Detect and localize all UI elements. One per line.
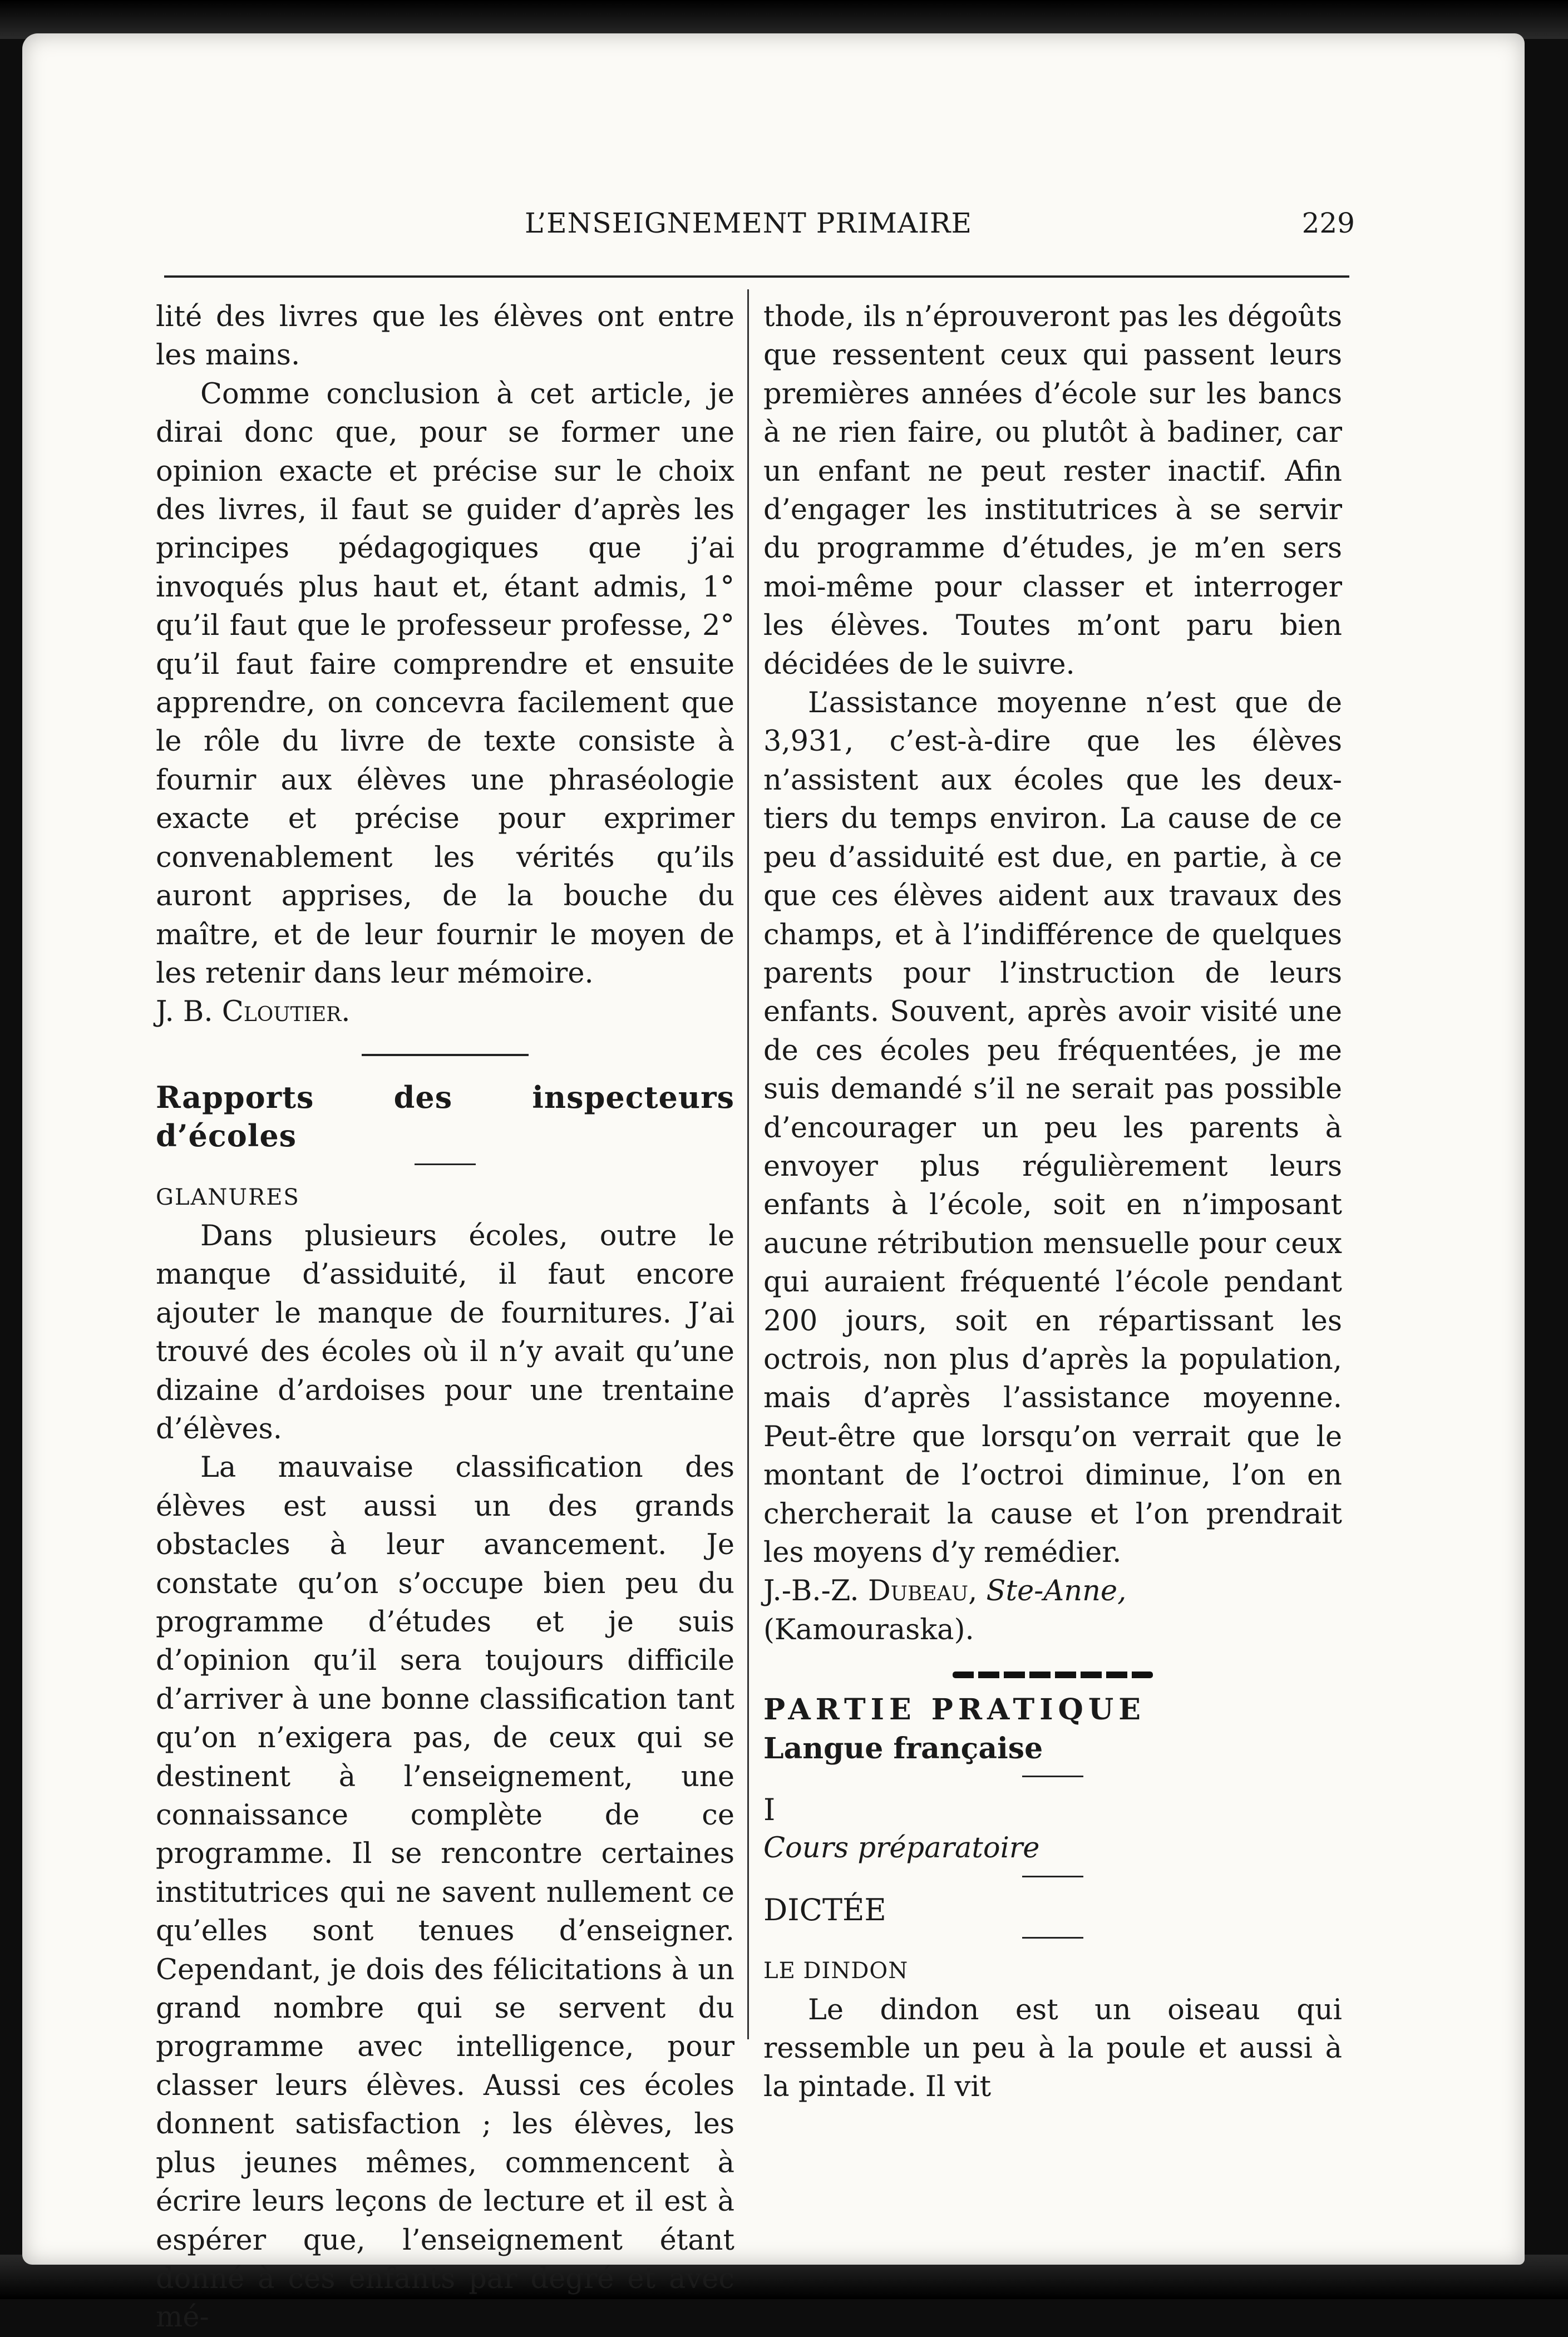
header-rule xyxy=(164,275,1349,278)
text-title: LE DINDON xyxy=(763,1958,909,1984)
ornamental-rule xyxy=(953,1672,1153,1678)
short-rule xyxy=(1022,1876,1083,1877)
paragraph: Comme conclusion à cet article, je dirai donc que, pour se former une opinion exacte et précise sur le choix des livres, il faut se guider d’après les principes pédagogiques que j’ai invoqués plus haut et, étant admis, 1° qu’il faut que le professeur professe, 2° qu’il faut faire comprendre et ensuite apprendre, on concevra facilement que le rôle du livre de texte consiste à fournir aux élèves une phraséologie exacte et précise pour exprimer convenablement les vérités qu’ils auront apprises, de la bouche du maître, et de leur fournir le moyen de les retenir dans leur mémoire. xyxy=(156,377,734,990)
signature-name: J.-B.-Z. Dubeau, xyxy=(763,1575,978,1608)
signature-place: Ste-Anne, xyxy=(986,1575,1127,1608)
exercise-title: DICTÉE xyxy=(763,1892,886,1927)
signature-dubeau xyxy=(763,1572,1342,1610)
lesson-number: I xyxy=(763,1792,776,1828)
paragraph: L’assistance moyenne n’est que de 3,931, c’est-à-dire que les élèves n’assistent aux écoles que les deux-tiers du temps environ. La cause de ce peu d’assiduité est due, en partie, à ce que ces élèves aident aux travaux des champs, et à l’indifférence de quelques parents pour l’instruction de leurs enfants. Souvent, après avoir visité une de ces écoles peu fréquentées, je me suis demandé s’il ne serait pas possible d’encourager un peu les parents à envoyer plus régulièrement leurs enfants à l’école, soit en n’imposant aucune rétribution mensuelle pour ceux qui auraient fréquenté l’école pendant 200 jours, soit en répartissant les octrois, non plus d’après la population, mais d’après l’assistance moyenne. Peut-être que lorsqu’on verrait que le montant de l’octroi diminue, l’on en chercherait la cause et l’on prendrait les moyens d’y remédier. xyxy=(763,687,1342,1569)
separator-line xyxy=(362,1054,529,1056)
short-rule xyxy=(1022,1776,1083,1777)
paragraph: thode, ils n’éprouveront pas les dégoûts que ressentent ceux qui passent leurs premières années d’école sur les bancs à ne rien faire, ou plutôt à badiner, car un enfant ne peut rester inactif. Afin d’engager les institutrices à se servir du programme d’études, je m’en sers moi-même pour classer et interroger les élèves. Toutes m’ont paru bien décidées de le suivre. xyxy=(763,300,1342,681)
subsection-title: GLANURES xyxy=(156,1184,300,1210)
section-heading: PARTIE PRATIQUE xyxy=(763,1693,1146,1727)
running-header xyxy=(142,207,1355,252)
paragraph: La mauvaise classification des élèves est aussi un des grands obstacles à leur avancement. Je constate qu’on s’occupe bien peu du programme d’études et je suis d’opinion qu’il sera toujours difficile d’arriver à une bonne classification tant qu’on n’exigera pas, de ceux qui se destinent à l’enseignement, une connaissance complète de ce programme. Il se rencontre certaines institutrices qui ne savent nullement ce qu’elles sont tenues d’enseigner. Cependant, je dois des félicitations à un grand nombre qui se servent du programme avec intelligence, pour classer leurs élèves. Aussi ces écoles donnent satisfaction ; les élèves, les plus jeunes mêmes, commencent à écrire leurs leçons de lecture et il est à espérer que, l’enseignement étant donné à ces enfants par degré et avec mé- xyxy=(156,1451,734,2334)
column-divider xyxy=(747,289,749,2039)
paragraph: Dans plusieurs écoles, outre le manque d’assiduité, il faut encore ajouter le manque de fournitures. J’ai trouvé des écoles où il n’y avait qu’une dizaine d’ardoises pour une trentaine d’élèves. xyxy=(156,1219,734,1446)
section-title: Rapports des inspecteurs d’écoles xyxy=(156,1079,734,1154)
subject-heading: Langue française xyxy=(763,1731,1043,1766)
left-column xyxy=(156,298,734,2337)
short-rule xyxy=(415,1163,476,1165)
course-title: Cours préparatoire xyxy=(763,1832,1040,1865)
short-rule xyxy=(1022,1937,1083,1939)
paragraph: Le dindon est un oiseau qui ressemble un peu à la poule et aussi à la pintade. Il vit xyxy=(763,1993,1342,2104)
journal-title: L’ENSEIGNEMENT PRIMAIRE xyxy=(525,207,972,239)
page-number: 229 xyxy=(1301,207,1355,239)
right-column xyxy=(763,298,1342,2107)
signature-cloutier: J. B. Cloutier. xyxy=(156,995,351,1029)
paragraph: lité des livres que les élèves ont entre les mains. xyxy=(156,300,734,372)
signature-region: (Kamouraska). xyxy=(763,1613,974,1646)
